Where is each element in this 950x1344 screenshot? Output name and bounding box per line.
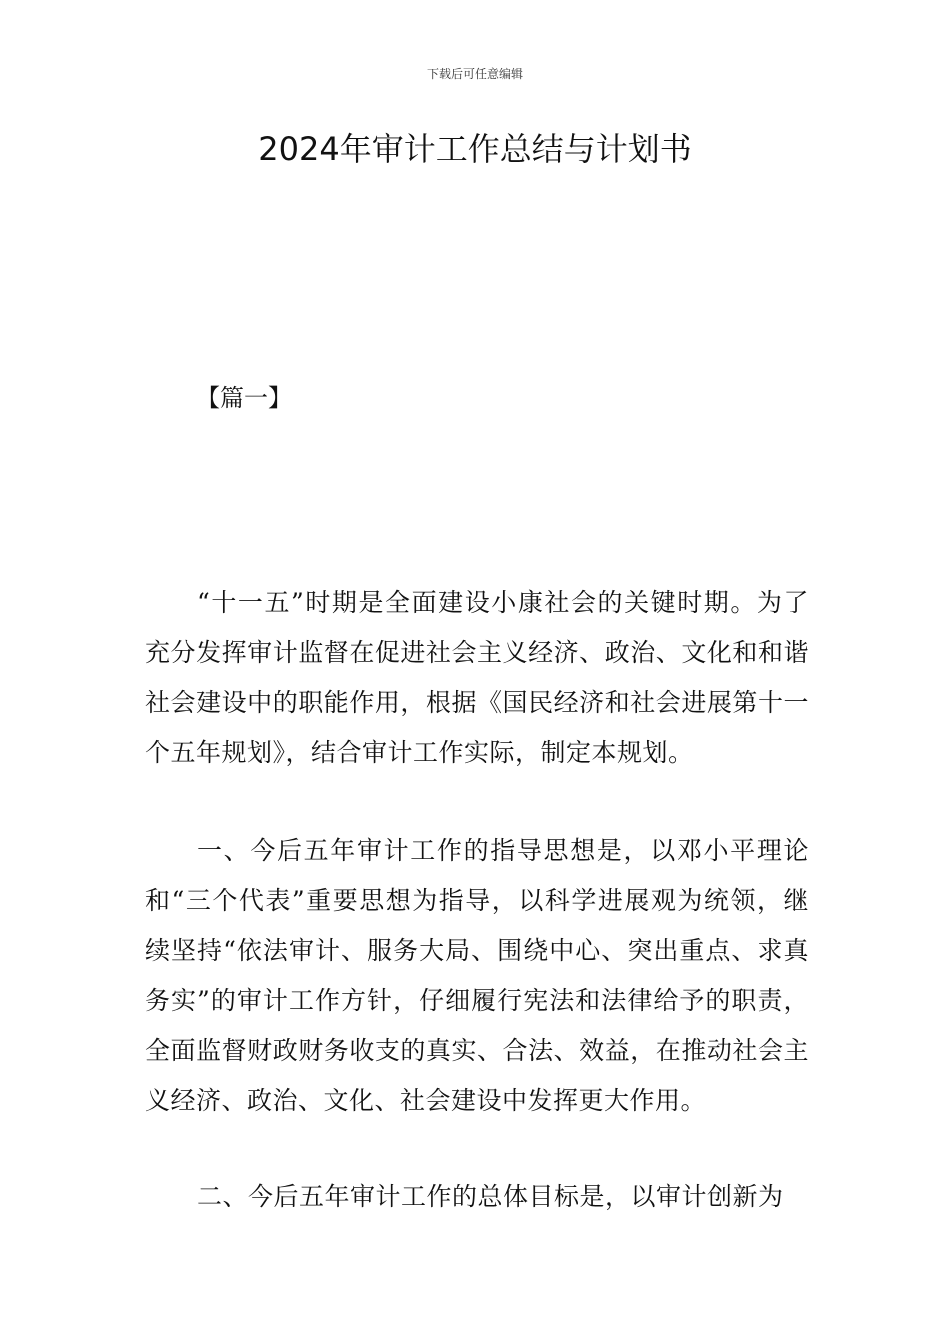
paragraph-intro: “十一五”时期是全面建设小康社会的关键时期。为了充分发挥审计监督在促进社会主义经济、政治、文化和和谐社会建设中的职能作用，根据《国民经济和社会进展第十一个五年规划》，结合审计工作实际，制定本规划。 — [145, 588, 809, 767]
section-label: 【篇一】 — [196, 384, 292, 412]
paragraph-overall-goal: 二、今后五年审计工作的总体目标是，以审计创新为 — [197, 1182, 784, 1211]
paragraph-guiding-ideology: 一、今后五年审计工作的指导思想是，以邓小平理论和“三个代表”重要思想为指导，以科学进展观为统领，继续坚持“依法审计、服务大局、围绕中心、突出重点、求真务实”的审计工作方针，仔细履行宪法和法律给予的职责，全面监督财政财务收支的真实、合法、效益，在推动社会主义经济、政治、文化、社会建设中发挥更大作用。 — [145, 836, 809, 1115]
document-title: 2024年审计工作总结与计划书 — [258, 130, 692, 168]
header-note: 下载后可任意编辑 — [426, 67, 523, 81]
